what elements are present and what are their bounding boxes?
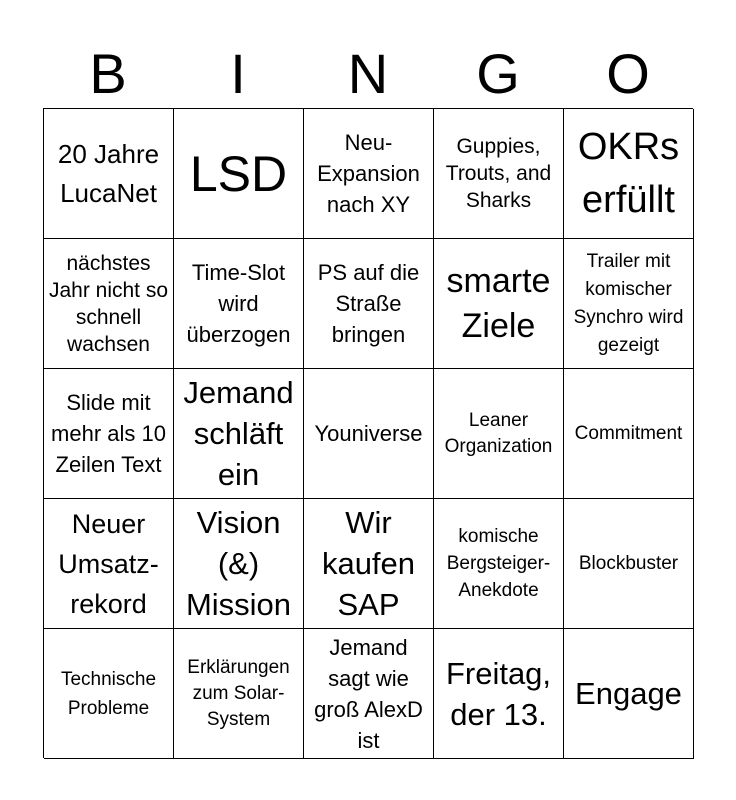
bingo-cell[interactable]	[174, 239, 304, 369]
header-letter-n: N	[347, 42, 389, 105]
bingo-cell[interactable]	[174, 109, 304, 239]
bingo-cell[interactable]	[44, 369, 174, 499]
cell-text: Youniverse	[314, 421, 423, 446]
bingo-cell[interactable]	[564, 369, 694, 499]
bingo-cell[interactable]	[434, 499, 564, 629]
bingo-cell[interactable]	[174, 499, 304, 629]
cell-text: Jemand schläft ein	[183, 375, 294, 492]
bingo-grid	[43, 108, 693, 758]
cell-text: Wir kaufen SAP	[321, 505, 416, 622]
cell-text: Engage	[575, 676, 682, 711]
cell-text: komische Bergsteiger-Anekdote	[446, 526, 551, 601]
cell-text: Vision (&) Mission	[185, 505, 292, 622]
cell-text: Neu-Expansion nach XY	[317, 130, 420, 217]
header-letter-b: B	[89, 42, 127, 105]
bingo-cell[interactable]	[44, 239, 174, 369]
cell-text: LSD	[189, 145, 288, 202]
header-letter-g: G	[476, 42, 520, 105]
bingo-cell[interactable]	[174, 629, 304, 759]
bingo-cell[interactable]	[434, 369, 564, 499]
cell-text: Time-Slot wird überzogen	[186, 260, 291, 347]
bingo-cell[interactable]	[304, 109, 434, 239]
bingo-cell[interactable]	[564, 629, 694, 759]
cell-text: 20 Jahre LucaNet	[57, 138, 160, 208]
bingo-cell[interactable]	[174, 369, 304, 499]
bingo-cell[interactable]	[434, 629, 564, 759]
cell-text: nächstes Jahr nicht so schnell wachsen	[48, 251, 169, 356]
bingo-cell[interactable]	[304, 239, 434, 369]
cell-text: Technische Probleme	[60, 668, 157, 719]
bingo-cell[interactable]	[304, 369, 434, 499]
cell-text: Blockbuster	[578, 552, 679, 574]
bingo-cell[interactable]	[44, 109, 174, 239]
bingo-cell[interactable]	[564, 499, 694, 629]
cell-text: Guppies, Trouts, and Sharks	[445, 135, 552, 212]
cell-text: Jemand sagt wie groß AlexD ist	[314, 634, 423, 753]
bingo-cell[interactable]	[44, 499, 174, 629]
cell-text: Leaner Organization	[444, 409, 553, 457]
cell-text: PS auf die Straße bringen	[317, 260, 420, 347]
cell-text: Commitment	[574, 422, 683, 444]
bingo-header	[43, 40, 693, 108]
header-letter-i: I	[230, 42, 246, 105]
bingo-cell[interactable]	[564, 239, 694, 369]
bingo-cell[interactable]	[44, 629, 174, 759]
cell-text: Trailer mit komischer Synchro wird gezeigt	[573, 250, 684, 356]
cell-text: Erklärungen zum Solar-System	[187, 656, 290, 730]
bingo-cell[interactable]	[434, 239, 564, 369]
bingo-cell[interactable]	[434, 109, 564, 239]
cell-text: OKRs erfüllt	[577, 125, 680, 221]
cell-text: smarte Ziele	[446, 261, 551, 345]
cell-text: Neuer Umsatz-rekord	[58, 508, 159, 619]
bingo-cell[interactable]	[564, 109, 694, 239]
bingo-cell[interactable]	[304, 629, 434, 759]
cell-text: Freitag, der 13.	[445, 655, 552, 732]
cell-text: Slide mit mehr als 10 Zeilen Text	[51, 390, 166, 477]
bingo-cell[interactable]	[304, 499, 434, 629]
header-letter-o: O	[606, 42, 650, 105]
